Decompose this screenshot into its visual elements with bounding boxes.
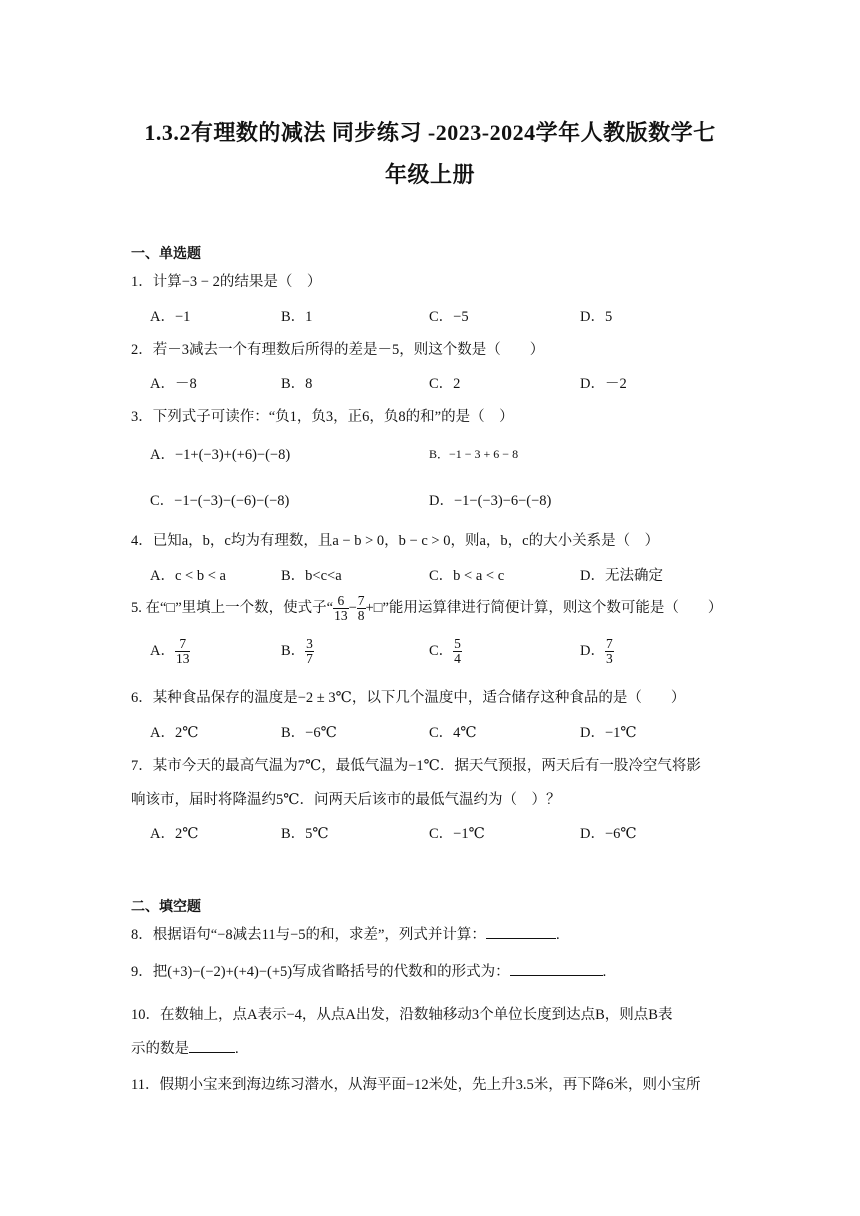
question-11-stem-line1: 11．假期小宝来到海边练习潜水，从海平面−12米处，先上升3.5米，再下降6米，则小宝所: [131, 1077, 701, 1093]
fraction-denominator: 13: [334, 608, 348, 624]
fraction-denominator: 7: [306, 651, 313, 667]
option-label: C．: [429, 643, 454, 659]
question-6-option-d: D．−1℃: [580, 725, 637, 741]
question-7-option-c: C．−1℃: [429, 826, 485, 842]
question-1-option-c: C．−5: [429, 309, 469, 325]
question-5-stem-after: ”能用运算律进行简便计算，则这个数可能是（ ）: [382, 600, 723, 616]
question-3-option-b: B．−1 − 3 + 6 − 8: [429, 447, 519, 461]
question-5-option-a: [150, 637, 190, 666]
question-9-stem: 9．把(+3)−(−2)+(+4)−(+5)写成省略括号的代数和的形式为：: [131, 964, 510, 980]
question-5-stem-before: 5. 在“□”里填上一个数，使式子“: [131, 600, 334, 616]
question-8-stem: 8．根据语句“−8减去11与−5的和，求差”，列式并计算：: [131, 927, 486, 943]
option-label: D．: [580, 643, 605, 659]
fraction-numerator: 7: [175, 637, 191, 652]
fraction-numerator: 7: [357, 593, 365, 608]
option-fraction: [175, 637, 191, 666]
fraction-numerator: 3: [306, 636, 313, 651]
question-5-fraction-2: [357, 594, 366, 623]
question-6-option-b: B．−6℃: [281, 725, 337, 741]
question-1-option-a: A．−1: [150, 309, 191, 325]
fraction-denominator: 8: [357, 608, 365, 624]
fraction-denominator: 13: [175, 651, 190, 667]
option-label: A．: [150, 643, 175, 659]
question-5-stem: [131, 594, 722, 623]
question-10-line2: [131, 1037, 239, 1058]
question-5-option-c: [429, 637, 462, 666]
question-5-tail: +□: [365, 600, 383, 616]
answer-blank: [486, 924, 556, 939]
question-9: [131, 960, 606, 981]
question-1-option-d: D．5: [580, 309, 613, 325]
option-fraction: [605, 637, 614, 666]
fraction-denominator: 3: [605, 651, 613, 667]
page-title-line2: 年级上册: [384, 162, 475, 187]
question-5-fraction-1: [333, 594, 349, 623]
option-fraction: [453, 637, 462, 666]
question-6-option-c: C．4℃: [429, 725, 477, 741]
question-7-option-b: B．5℃: [281, 826, 329, 842]
fraction-numerator: 6: [333, 594, 349, 609]
answer-blank: [510, 961, 603, 976]
question-5-minus: −: [348, 600, 357, 616]
question-3-stem: 3．下列式子可读作：“负1，负3，正6，负8的和”的是（ ）: [131, 409, 514, 425]
question-7-option-d: D．−6℃: [580, 826, 637, 842]
section-heading-fill-in: 二、填空题: [131, 900, 201, 915]
question-2-option-c: C．2: [429, 376, 461, 392]
question-1-stem: 1．计算−3 − 2的结果是（ ）: [131, 274, 322, 290]
question-10-stem-line1: 10．在数轴上，点A表示−4，从点A出发，沿数轴移动3个单位长度到达点B，则点B表: [131, 1007, 673, 1023]
question-9-end: .: [602, 964, 607, 980]
question-3-option-a: A．−1+(−3)+(+6)−(−8): [150, 447, 291, 463]
answer-blank: [189, 1038, 235, 1053]
option-label: B．: [281, 643, 306, 659]
question-4-stem: 4．已知a，b，c均为有理数，且a − b > 0，b − c > 0，则a，b，c的大小关系是（ ）: [131, 533, 660, 549]
question-4-option-b: B．b<c<a: [281, 568, 342, 584]
question-7-stem-line1: 7．某市今天的最高气温为7℃，最低气温为−1℃．据天气预报，两天后有一股冷空气将影: [131, 758, 701, 774]
question-6-stem: 6．某种食品保存的温度是−2 ± 3℃，以下几个温度中，适合储存这种食品的是（ ）: [131, 690, 686, 706]
section-heading-single-choice: 一、单选题: [131, 247, 201, 262]
question-3-option-d: D．−1−(−3)−6−(−8): [429, 493, 552, 509]
question-5-option-b: [281, 637, 314, 666]
question-7-option-a: A．2℃: [150, 826, 199, 842]
page-title-line1: 1.3.2有理数的减法 同步练习 -2023-2024学年人教版数学七: [144, 120, 716, 145]
question-7-stem-line2: 响该市，届时将降温约5℃．问两天后该市的最低气温约为（ ）？: [131, 792, 561, 808]
question-2-stem: 2．若－3减去一个有理数后所得的差是－5，则这个数是（ ）: [131, 342, 545, 358]
question-4-option-d: D．无法确定: [580, 568, 663, 584]
question-2-option-d: D．－2: [580, 376, 627, 392]
question-10-end: .: [235, 1041, 239, 1057]
question-2-option-b: B．8: [281, 376, 313, 392]
fraction-denominator: 4: [454, 651, 461, 667]
question-4-option-c: C．b < a < c: [429, 568, 505, 584]
fraction-numerator: 7: [605, 636, 613, 651]
question-8-end: .: [555, 927, 560, 943]
question-5-option-d: [580, 637, 614, 666]
question-10-stem-line2: 示的数是: [131, 1041, 189, 1057]
fraction-numerator: 5: [454, 636, 461, 651]
question-1-option-b: B．1: [281, 309, 313, 325]
question-2-option-a: A．－8: [150, 376, 197, 392]
question-8: [131, 923, 560, 944]
option-fraction: [305, 637, 314, 666]
question-3-option-c: C．−1−(−3)−(−6)−(−8): [150, 493, 290, 509]
question-6-option-a: A．2℃: [150, 725, 199, 741]
question-4-option-a: A．c < b < a: [150, 568, 226, 584]
